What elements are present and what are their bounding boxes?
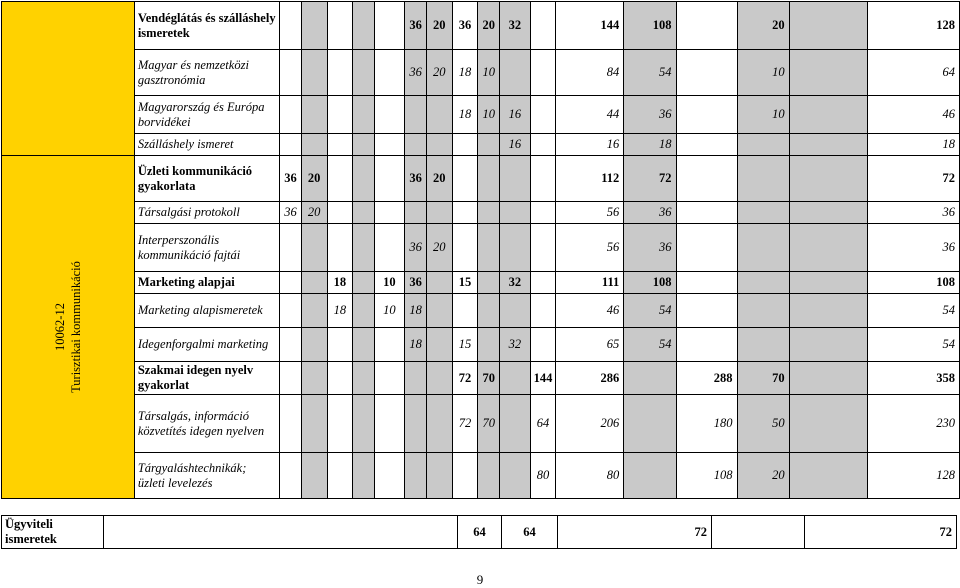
value-cell xyxy=(789,50,867,96)
table-row xyxy=(2,272,960,294)
value-cell xyxy=(426,134,452,156)
value-cell xyxy=(374,156,405,202)
module-code: 10062-12 xyxy=(52,303,67,351)
value-cell: 144 xyxy=(556,2,624,50)
module-name-cell xyxy=(2,156,135,499)
table-row xyxy=(2,96,960,134)
value-cell xyxy=(624,362,676,395)
value-cell xyxy=(327,202,353,224)
value-cell: 64 xyxy=(867,50,959,96)
value-cell xyxy=(353,362,374,395)
value-cell xyxy=(530,2,556,50)
value-cell xyxy=(426,395,452,453)
row-label: Szakmai idegen nyelv gyakorlat xyxy=(134,362,279,395)
table-row xyxy=(2,50,960,96)
value-cell xyxy=(426,272,452,294)
value-cell xyxy=(676,294,737,328)
value-cell xyxy=(374,134,405,156)
value-cell: 128 xyxy=(867,2,959,50)
value-cell xyxy=(789,224,867,272)
value-cell: 36 xyxy=(867,224,959,272)
value-cell xyxy=(280,328,302,362)
value-cell: 44 xyxy=(556,96,624,134)
value-cell xyxy=(789,362,867,395)
value-cell: 84 xyxy=(556,50,624,96)
value-cell xyxy=(530,96,556,134)
value-cell xyxy=(500,395,531,453)
value-cell xyxy=(789,453,867,499)
ugyviteli-table xyxy=(1,515,957,549)
value-cell xyxy=(405,362,427,395)
value-cell xyxy=(452,453,478,499)
value-cell xyxy=(374,453,405,499)
table-row xyxy=(2,134,960,156)
row-label: Marketing alapismeretek xyxy=(134,294,279,328)
value-cell: 18 xyxy=(452,96,478,134)
value-cell: 54 xyxy=(624,294,676,328)
value-cell xyxy=(280,294,302,328)
value-cell xyxy=(676,328,737,362)
value-cell xyxy=(789,134,867,156)
value-cell: 56 xyxy=(556,224,624,272)
value-cell xyxy=(452,134,478,156)
value-cell xyxy=(676,96,737,134)
ugyviteli-value: 64 xyxy=(458,516,502,549)
value-cell xyxy=(500,224,531,272)
value-cell xyxy=(530,134,556,156)
value-cell: 36 xyxy=(867,202,959,224)
value-cell xyxy=(374,362,405,395)
value-cell xyxy=(327,50,353,96)
value-cell: 144 xyxy=(530,362,556,395)
value-cell xyxy=(737,272,789,294)
table-row xyxy=(2,224,960,272)
value-cell xyxy=(327,453,353,499)
value-cell xyxy=(353,453,374,499)
ugyviteli-label: Ügyviteli ismeretek xyxy=(2,516,104,549)
value-cell xyxy=(353,96,374,134)
value-cell xyxy=(280,224,302,272)
table-row xyxy=(2,328,960,362)
value-cell xyxy=(737,156,789,202)
value-cell xyxy=(426,202,452,224)
value-cell xyxy=(789,294,867,328)
value-cell: 15 xyxy=(452,328,478,362)
module-header-cell xyxy=(2,2,135,156)
value-cell: 54 xyxy=(624,50,676,96)
row-label: Magyar és nemzetközi gasztronómia xyxy=(134,50,279,96)
value-cell xyxy=(327,96,353,134)
value-cell: 46 xyxy=(867,96,959,134)
value-cell: 36 xyxy=(405,50,427,96)
value-cell xyxy=(530,50,556,96)
value-cell xyxy=(327,2,353,50)
value-cell: 20 xyxy=(426,224,452,272)
value-cell xyxy=(301,395,327,453)
ugyviteli-value: 64 xyxy=(502,516,558,549)
value-cell xyxy=(624,395,676,453)
ugyviteli-value xyxy=(712,516,805,549)
table-row xyxy=(2,202,960,224)
value-cell: 128 xyxy=(867,453,959,499)
value-cell xyxy=(280,272,302,294)
value-cell xyxy=(737,202,789,224)
value-cell xyxy=(374,395,405,453)
value-cell xyxy=(624,453,676,499)
row-label: Szálláshely ismeret xyxy=(134,134,279,156)
value-cell: 10 xyxy=(478,50,500,96)
value-cell: 56 xyxy=(556,202,624,224)
value-cell xyxy=(500,453,531,499)
value-cell xyxy=(789,156,867,202)
value-cell: 70 xyxy=(478,395,500,453)
value-cell xyxy=(426,294,452,328)
value-cell: 36 xyxy=(280,156,302,202)
value-cell xyxy=(737,224,789,272)
value-cell xyxy=(301,96,327,134)
value-cell: 32 xyxy=(500,2,531,50)
value-cell: 112 xyxy=(556,156,624,202)
value-cell xyxy=(530,294,556,328)
table-row xyxy=(2,2,960,50)
value-cell: 72 xyxy=(452,362,478,395)
value-cell: 18 xyxy=(624,134,676,156)
value-cell: 16 xyxy=(556,134,624,156)
value-cell: 286 xyxy=(556,362,624,395)
value-cell xyxy=(530,272,556,294)
value-cell xyxy=(301,50,327,96)
value-cell xyxy=(789,272,867,294)
value-cell: 108 xyxy=(867,272,959,294)
value-cell: 54 xyxy=(867,294,959,328)
value-cell: 180 xyxy=(676,395,737,453)
value-cell: 10 xyxy=(374,294,405,328)
row-label: Interperszonális kommunikáció fajtái xyxy=(134,224,279,272)
value-cell xyxy=(280,395,302,453)
value-cell xyxy=(374,202,405,224)
value-cell xyxy=(353,328,374,362)
value-cell: 36 xyxy=(452,2,478,50)
value-cell: 65 xyxy=(556,328,624,362)
value-cell: 72 xyxy=(867,156,959,202)
value-cell xyxy=(374,328,405,362)
value-cell xyxy=(737,134,789,156)
value-cell: 36 xyxy=(405,2,427,50)
value-cell xyxy=(789,328,867,362)
value-cell xyxy=(530,224,556,272)
value-cell xyxy=(452,224,478,272)
value-cell xyxy=(353,272,374,294)
value-cell xyxy=(280,134,302,156)
value-cell xyxy=(301,224,327,272)
value-cell xyxy=(478,453,500,499)
value-cell xyxy=(737,294,789,328)
value-cell xyxy=(426,96,452,134)
value-cell xyxy=(478,156,500,202)
value-cell: 70 xyxy=(737,362,789,395)
value-cell: 32 xyxy=(500,272,531,294)
row-label: Társalgás, információ közvetítés idegen nyelven xyxy=(134,395,279,453)
table-row xyxy=(2,294,960,328)
value-cell: 111 xyxy=(556,272,624,294)
curriculum-table xyxy=(1,1,960,499)
value-cell xyxy=(374,50,405,96)
value-cell xyxy=(789,395,867,453)
value-cell: 32 xyxy=(500,328,531,362)
value-cell xyxy=(353,50,374,96)
row-label: Üzleti kommunikáció gyakorlata xyxy=(134,156,279,202)
value-cell xyxy=(301,453,327,499)
ugyviteli-value: 72 xyxy=(805,516,957,549)
value-cell: 50 xyxy=(737,395,789,453)
value-cell: 15 xyxy=(452,272,478,294)
value-cell xyxy=(676,202,737,224)
value-cell: 10 xyxy=(737,50,789,96)
row-label: Marketing alapjai xyxy=(134,272,279,294)
table-row xyxy=(2,453,960,499)
value-cell: 230 xyxy=(867,395,959,453)
value-cell xyxy=(327,328,353,362)
value-cell xyxy=(676,134,737,156)
value-cell: 206 xyxy=(556,395,624,453)
value-cell xyxy=(353,156,374,202)
value-cell xyxy=(374,224,405,272)
value-cell: 108 xyxy=(676,453,737,499)
value-cell: 80 xyxy=(530,453,556,499)
value-cell xyxy=(353,134,374,156)
value-cell xyxy=(676,224,737,272)
value-cell: 80 xyxy=(556,453,624,499)
value-cell xyxy=(280,2,302,50)
value-cell: 108 xyxy=(624,272,676,294)
value-cell xyxy=(478,272,500,294)
value-cell xyxy=(301,134,327,156)
value-cell: 20 xyxy=(426,156,452,202)
value-cell xyxy=(327,362,353,395)
value-cell xyxy=(280,96,302,134)
value-cell xyxy=(789,202,867,224)
value-cell xyxy=(426,362,452,395)
value-cell: 72 xyxy=(624,156,676,202)
value-cell xyxy=(280,453,302,499)
value-cell xyxy=(374,2,405,50)
value-cell: 46 xyxy=(556,294,624,328)
value-cell xyxy=(327,156,353,202)
value-cell: 54 xyxy=(624,328,676,362)
value-cell: 10 xyxy=(737,96,789,134)
value-cell xyxy=(500,362,531,395)
value-cell: 108 xyxy=(624,2,676,50)
value-cell xyxy=(500,294,531,328)
value-cell: 18 xyxy=(405,328,427,362)
value-cell xyxy=(405,202,427,224)
value-cell xyxy=(676,156,737,202)
value-cell: 64 xyxy=(530,395,556,453)
table-row xyxy=(2,362,960,395)
value-cell: 18 xyxy=(327,294,353,328)
page-number: 9 xyxy=(476,572,484,587)
value-cell: 20 xyxy=(478,2,500,50)
value-cell xyxy=(353,294,374,328)
value-cell xyxy=(676,2,737,50)
value-cell xyxy=(789,96,867,134)
value-cell xyxy=(530,202,556,224)
value-cell xyxy=(280,362,302,395)
table-row xyxy=(2,395,960,453)
value-cell: 10 xyxy=(478,96,500,134)
value-cell xyxy=(301,2,327,50)
value-cell xyxy=(301,272,327,294)
row-label: Vendéglátás és szálláshely ismeretek xyxy=(134,2,279,50)
value-cell: 36 xyxy=(405,156,427,202)
value-cell: 18 xyxy=(405,294,427,328)
value-cell xyxy=(301,294,327,328)
ugyviteli-value: 72 xyxy=(558,516,712,549)
value-cell xyxy=(452,294,478,328)
value-cell xyxy=(353,2,374,50)
value-cell: 36 xyxy=(280,202,302,224)
value-cell xyxy=(500,202,531,224)
value-cell xyxy=(301,362,327,395)
value-cell: 20 xyxy=(426,50,452,96)
value-cell xyxy=(500,156,531,202)
value-cell: 10 xyxy=(374,272,405,294)
value-cell xyxy=(676,50,737,96)
value-cell xyxy=(789,2,867,50)
value-cell: 18 xyxy=(452,50,478,96)
value-cell xyxy=(327,395,353,453)
value-cell: 18 xyxy=(867,134,959,156)
value-cell xyxy=(327,224,353,272)
value-cell: 20 xyxy=(737,453,789,499)
value-cell xyxy=(530,328,556,362)
value-cell xyxy=(327,134,353,156)
value-cell: 72 xyxy=(452,395,478,453)
value-cell xyxy=(353,224,374,272)
value-cell xyxy=(353,202,374,224)
row-label: Magyarország és Európa borvidékei xyxy=(134,96,279,134)
value-cell: 358 xyxy=(867,362,959,395)
value-cell xyxy=(280,50,302,96)
value-cell xyxy=(405,96,427,134)
value-cell xyxy=(452,156,478,202)
value-cell: 20 xyxy=(301,156,327,202)
value-cell: 16 xyxy=(500,134,531,156)
row-label: Társalgási protokoll xyxy=(134,202,279,224)
row-label: Tárgyaláshtechnikák; üzleti levelezés xyxy=(134,453,279,499)
value-cell: 36 xyxy=(405,272,427,294)
value-cell: 36 xyxy=(624,224,676,272)
value-cell xyxy=(500,50,531,96)
value-cell xyxy=(405,453,427,499)
value-cell: 20 xyxy=(737,2,789,50)
value-cell xyxy=(426,453,452,499)
value-cell xyxy=(478,328,500,362)
module-name: Turisztikai kommunikáció xyxy=(68,261,83,393)
row-label: Idegenforgalmi marketing xyxy=(134,328,279,362)
value-cell xyxy=(353,395,374,453)
value-cell: 54 xyxy=(867,328,959,362)
value-cell xyxy=(530,156,556,202)
value-cell xyxy=(676,272,737,294)
value-cell xyxy=(426,328,452,362)
value-cell: 18 xyxy=(327,272,353,294)
value-cell xyxy=(478,134,500,156)
value-cell xyxy=(737,328,789,362)
value-cell: 36 xyxy=(624,96,676,134)
value-cell xyxy=(405,134,427,156)
value-cell: 70 xyxy=(478,362,500,395)
value-cell: 288 xyxy=(676,362,737,395)
value-cell xyxy=(452,202,478,224)
value-cell: 20 xyxy=(301,202,327,224)
value-cell: 20 xyxy=(426,2,452,50)
table-row xyxy=(2,156,960,202)
value-cell xyxy=(478,202,500,224)
module-vertical-label xyxy=(52,261,84,393)
value-cell: 36 xyxy=(624,202,676,224)
value-cell xyxy=(478,224,500,272)
value-cell: 16 xyxy=(500,96,531,134)
value-cell xyxy=(405,395,427,453)
value-cell: 36 xyxy=(405,224,427,272)
ugyviteli-row xyxy=(2,516,957,549)
value-cell xyxy=(374,96,405,134)
value-cell xyxy=(301,328,327,362)
value-cell xyxy=(478,294,500,328)
